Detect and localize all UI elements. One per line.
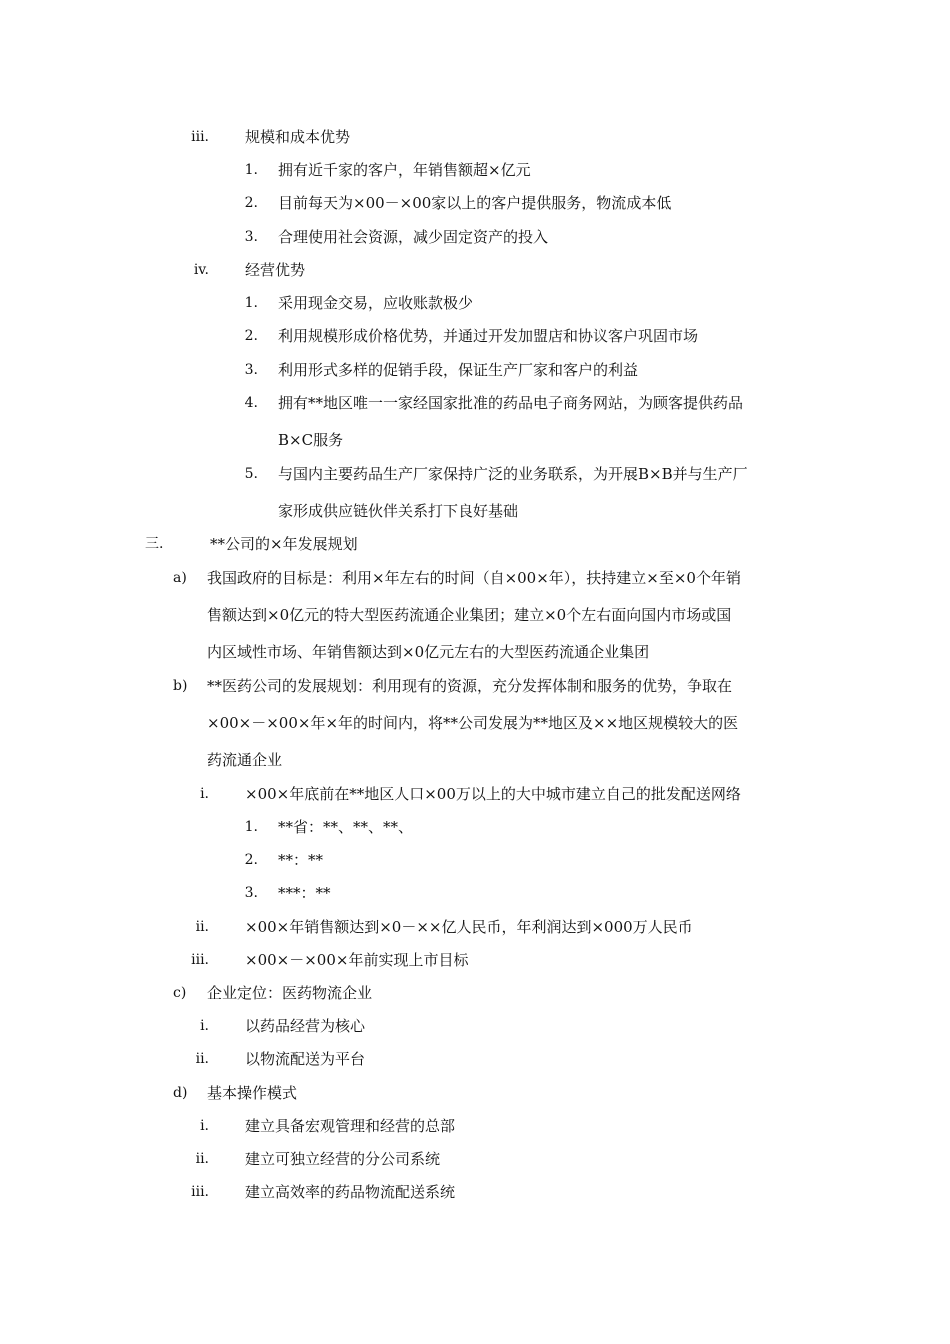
list-marker: 2. [244,852,258,868]
list-marker: 2. [244,328,258,344]
list-marker: iii. [191,1184,209,1200]
list-item-text: **省：**、**、**、 [278,818,414,836]
list-item-text: ×00×年底前在**地区人口×00万以上的大中城市建立自己的批发配送网络 [245,785,741,803]
list-marker: b) [173,678,188,694]
list-item-continuation: 家形成供应链伙伴关系打下良好基础 [278,502,519,520]
list-item-text: 利用形式多样的促销手段，保证生产厂家和客户的利益 [278,361,639,379]
list-item-text: 采用现金交易，应收账款极少 [278,294,474,312]
list-marker: 5. [244,466,258,482]
list-marker: i. [200,786,209,802]
list-marker: 2. [244,195,258,211]
section-number: 三. [145,536,164,552]
list-marker: 4. [244,395,258,411]
list-item-text: ***：** [278,884,331,902]
list-marker: 1. [244,819,258,835]
list-item-text: 与国内主要药品生产厂家保持广泛的业务联系，为开展B×B并与生产厂 [278,465,748,483]
list-item-continuation: B×C服务 [278,431,344,449]
list-marker: ii. [195,1051,209,1067]
list-marker: iii. [191,952,209,968]
list-marker: 3. [244,885,258,901]
list-marker: 1. [244,162,258,178]
list-item-text: 目前每天为×00－×00家以上的客户提供服务，物流成本低 [278,194,672,212]
list-item-text: 经营优势 [245,261,306,279]
list-item-text: 我国政府的目标是：利用×年左右的时间（自×00×年），扶持建立×至×0个年销 [207,569,741,587]
list-item-text: 拥有近千家的客户，年销售额超×亿元 [278,161,531,179]
list-item-text: **：** [278,851,324,869]
list-marker: ii. [195,919,209,935]
list-item-text: **医药公司的发展规划：利用现有的资源，充分发挥体制和服务的优势，争取在 [207,677,733,695]
list-marker: c) [173,985,187,1001]
list-marker: 1. [244,295,258,311]
list-item-text: 以药品经营为核心 [245,1017,366,1035]
list-item-text: ×00×－×00×年前实现上市目标 [245,951,469,969]
list-marker: iv. [193,262,209,278]
section-heading: **公司的×年发展规划 [210,535,358,553]
list-item-text: 拥有**地区唯一一家经国家批准的药品电子商务网站，为顾客提供药品 [278,394,744,412]
list-marker: d) [173,1085,188,1101]
list-item-text: 建立高效率的药品物流配送系统 [245,1183,456,1201]
list-item-text: 基本操作模式 [207,1084,298,1102]
list-item-text: ×00×年销售额达到×0－××亿人民币，年利润达到×000万人民币 [245,918,693,936]
list-item-continuation: ×00×－×00×年×年的时间内，将**公司发展为**地区及××地区规模较大的医 [207,714,739,732]
list-marker: a) [173,570,187,586]
list-item-continuation: 售额达到×0亿元的特大型医药流通企业集团；建立×0个左右面向国内市场或国 [207,606,732,624]
list-item-text: 合理使用社会资源，减少固定资产的投入 [278,228,549,246]
list-marker: iii. [191,129,209,145]
list-marker: i. [200,1118,209,1134]
list-item-continuation: 内区域性市场、年销售额达到×0亿元左右的大型医药流通企业集团 [207,643,650,661]
list-item-continuation: 药流通企业 [207,751,283,769]
list-marker: ii. [195,1151,209,1167]
list-item-text: 企业定位：医药物流企业 [207,984,373,1002]
list-marker: i. [200,1018,209,1034]
list-marker: 3. [244,229,258,245]
list-item-text: 利用规模形成价格优势，并通过开发加盟店和协议客户巩固市场 [278,327,699,345]
list-item-text: 以物流配送为平台 [245,1050,366,1068]
list-marker: 3. [244,362,258,378]
list-item-text: 建立可独立经营的分公司系统 [245,1150,441,1168]
list-item-text: 规模和成本优势 [245,128,351,146]
list-item-text: 建立具备宏观管理和经营的总部 [245,1117,456,1135]
